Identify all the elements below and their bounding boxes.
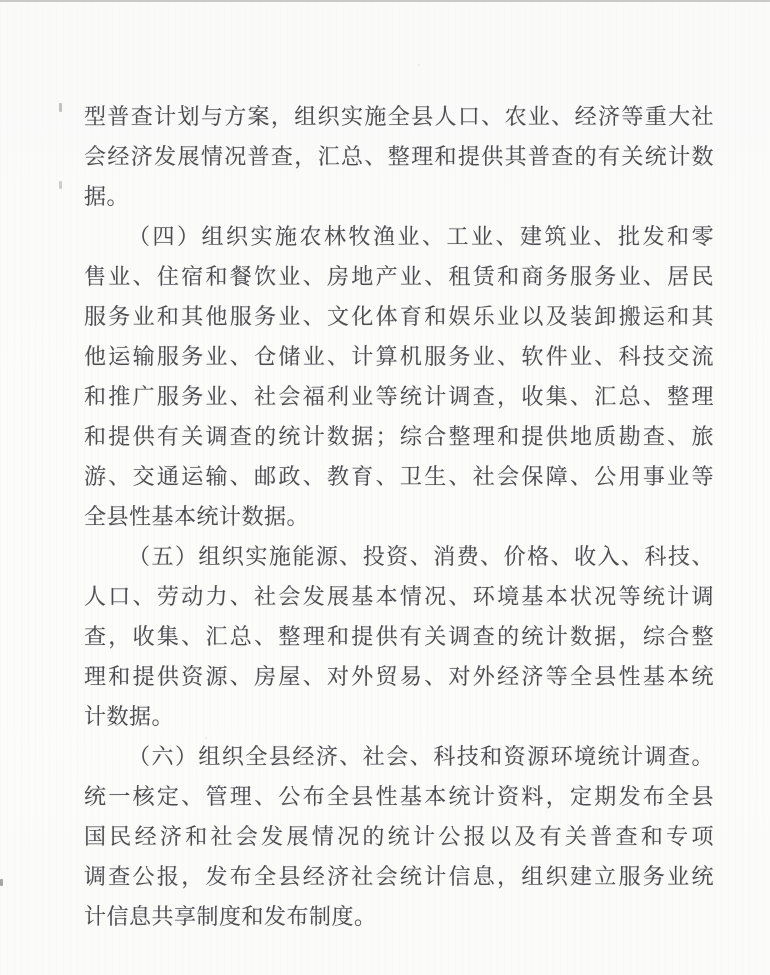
text-line: 计信息共享制度和发布制度。 bbox=[84, 904, 377, 929]
scan-speckle bbox=[0, 879, 3, 886]
scan-speckle bbox=[59, 181, 62, 189]
text-line: 和提供有关调查的统计数据；综合整理和提供地质勘查、旅 bbox=[84, 424, 714, 449]
text-line: 理和提供资源、房屋、对外贸易、对外经济等全县性基本统 bbox=[84, 664, 714, 689]
text-line: 型普查计划与方案，组织实施全县人口、农业、经济等重大社 bbox=[84, 104, 714, 129]
text-line: 统一核定、管理、公布全县性基本统计资料，定期发布全县 bbox=[84, 784, 714, 809]
scan-speckle bbox=[418, 64, 420, 66]
text-line: 会经济发展情况普查，汇总、整理和提供其普查的有关统计数 bbox=[84, 144, 714, 169]
text-line: 计数据。 bbox=[84, 704, 175, 729]
text-line: 全县性基本统计数据。 bbox=[84, 504, 310, 529]
text-line: 国民经济和社会发展情况的统计公报以及有关普查和专项 bbox=[84, 824, 714, 849]
text-line: 游、交通运输、邮政、教育、卫生、社会保障、公用事业等 bbox=[84, 464, 714, 489]
text-line: 售业、住宿和餐饮业、房地产业、租赁和商务服务业、居民 bbox=[84, 264, 714, 289]
scan-speckle bbox=[59, 103, 62, 112]
text-line: （六）组织全县经济、社会、科技和资源环境统计调查。 bbox=[128, 744, 714, 769]
text-line: 他运输服务业、仓储业、计算机服务业、软件业、科技交流 bbox=[84, 344, 714, 369]
text-line: 调查公报，发布全县经济社会统计信息，组织建立服务业统 bbox=[84, 864, 714, 889]
text-line: 据。 bbox=[84, 184, 130, 209]
text-line: （五）组织实施能源、投资、消费、价格、收入、科技、 bbox=[128, 544, 714, 569]
text-line: （四）组织实施农林牧渔业、工业、建筑业、批发和零 bbox=[128, 224, 714, 249]
text-line: 人口、劳动力、社会发展基本情况、环境基本状况等统计调 bbox=[84, 584, 714, 609]
text-line: 服务业和其他服务业、文化体育和娱乐业以及装卸搬运和其 bbox=[84, 304, 714, 329]
scan-speckle bbox=[205, 737, 207, 739]
document-text bbox=[84, 97, 714, 937]
text-line: 查，收集、汇总、整理和提供有关调查的统计数据，综合整 bbox=[84, 624, 714, 649]
text-line: 和推广服务业、社会福利业等统计调查，收集、汇总、整理 bbox=[84, 384, 714, 409]
